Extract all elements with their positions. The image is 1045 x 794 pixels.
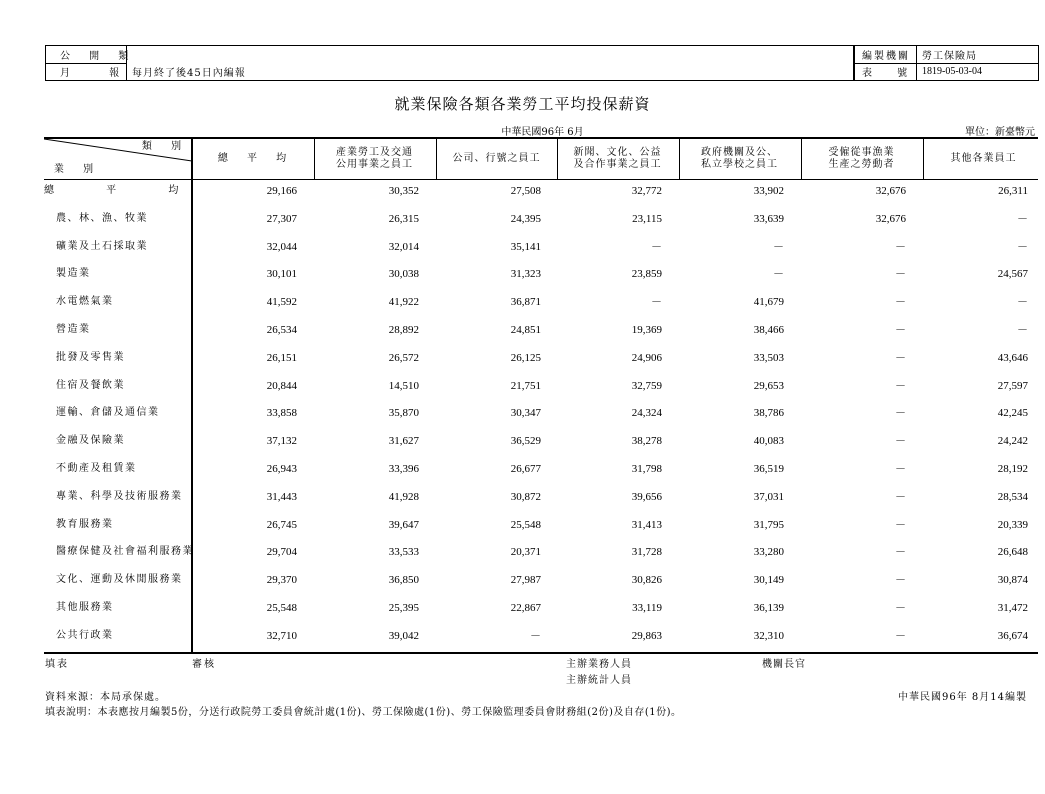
value-cell: 31,472 [997,602,1028,614]
table-row [44,542,1038,562]
row-label: 礦業及土石採取業 [56,240,148,252]
row-label: 營造業 [56,324,91,335]
value-cell: 29,704 [266,546,297,559]
value-cell: 36,674 [997,629,1028,642]
value-cell: 32,772 [631,185,662,197]
value-cell: 25,548 [266,602,297,614]
value-cell: 30,038 [388,268,419,281]
value-cell: － [895,574,906,587]
value-cell: 41,592 [266,296,297,309]
column-header: 總 平 均 [217,153,288,164]
value-cell: 30,874 [997,574,1028,587]
value-cell: － [895,324,906,336]
value-cell: － [1017,240,1028,253]
agency-head-label: 機關長官 [762,659,806,670]
value-cell: － [895,602,906,614]
business-officer-label: 主辦業務人員 [566,659,632,670]
table-row [44,292,1038,312]
value-cell: 32,676 [875,212,906,225]
value-cell: 26,745 [266,518,297,531]
reviewer-label: 審核 [192,659,216,670]
top-left-info-box [45,45,855,81]
table-header [44,139,1038,180]
value-cell: 27,597 [997,379,1028,392]
value-cell: 28,534 [997,490,1028,503]
value-cell: 33,858 [266,407,297,420]
row-label: 水電燃氣業 [56,296,114,308]
row-label: 批發及零售業 [56,351,125,363]
row-label: 住宿及餐飲業 [56,379,125,391]
value-cell: 31,443 [266,490,297,503]
compiling-agency-value: 勞工保險局 [922,51,977,62]
value-cell: 19,369 [631,324,662,336]
value-cell: 26,677 [510,463,541,475]
value-cell: 31,795 [753,518,784,531]
value-cell: 36,139 [753,602,784,614]
row-label: 公共行政業 [56,629,114,641]
value-cell: 30,872 [510,490,541,503]
value-cell: 30,101 [266,268,297,281]
stub-header-top: 類 別 [141,141,183,152]
value-cell: 36,871 [510,296,541,309]
value-cell: － [895,296,906,309]
unit-label: 單位：新臺幣元 [965,127,1035,138]
table-row [44,376,1038,396]
divider [916,46,917,80]
value-cell: 32,310 [753,629,784,642]
table-row [44,237,1038,257]
value-cell: 33,902 [753,185,784,197]
value-cell: 29,653 [753,379,784,392]
row-label: 不動產及租賃業 [56,463,137,474]
table-row [44,181,1038,201]
filling-instructions: 填表說明：本表應按月編製5份，分送行政院勞工委員會統計處(1份)、勞工保險處(1份)、勞工保險監理委員會財務組(2份)及自存(1份)。 [45,707,682,718]
value-cell: 41,928 [388,490,419,503]
value-cell: 39,656 [631,490,662,503]
value-cell: 14,510 [388,379,419,392]
value-cell: 30,352 [388,185,419,197]
value-cell: － [530,629,541,642]
value-cell: 20,339 [997,518,1028,531]
value-cell: － [1017,296,1028,309]
value-cell: 31,323 [510,268,541,281]
column-header: 政府機關及公、 私立學校之員工 [701,147,778,170]
row-label: 運輸、倉儲及通信業 [56,407,160,419]
row-label: 醫療保健及社會福利服務業 [56,546,194,558]
table-row [44,570,1038,590]
value-cell: 28,892 [388,324,419,336]
value-cell: 33,396 [388,463,419,475]
value-cell: 20,371 [510,546,541,559]
table-row [44,515,1038,535]
value-cell: 29,370 [266,574,297,587]
value-cell: 42,245 [997,407,1028,420]
table-row [44,403,1038,423]
value-cell: 32,759 [631,379,662,392]
publicity-class-label: 公 開 類 [60,51,137,62]
value-cell: － [895,407,906,420]
table-row [44,431,1038,451]
value-cell: － [895,490,906,503]
column-header: 受僱從事漁業 生產之勞動者 [828,147,895,170]
value-cell: － [895,351,906,364]
top-right-info-box [853,45,1039,81]
table-row [44,264,1038,284]
value-cell: 27,508 [510,185,541,197]
value-cell: 23,859 [631,268,662,281]
value-cell: － [895,435,906,448]
table-row [44,626,1038,646]
value-cell: － [895,268,906,281]
row-label: 金融及保險業 [56,435,125,447]
value-cell: 26,125 [510,351,541,364]
row-label: 製造業 [56,268,91,280]
compiling-agency-label: 編製機關 [862,51,910,62]
table-number-label: 表 號 [862,68,908,79]
value-cell: 36,519 [753,463,784,475]
value-cell: － [773,268,784,281]
value-cell: － [651,296,662,309]
value-cell: 27,987 [510,574,541,587]
data-source: 資料來源：本局承保處。 [45,692,166,703]
value-cell: － [773,240,784,253]
value-cell: 26,534 [266,324,297,336]
row-label: 專業、科學及技術服務業 [56,490,183,502]
value-cell: 31,413 [631,518,662,531]
value-cell: 21,751 [510,379,541,392]
value-cell: 32,710 [266,629,297,642]
value-cell: 33,119 [632,602,662,614]
compile-date: 中華民國96年 8月14編製 [898,692,1027,703]
value-cell: 24,851 [510,324,541,336]
value-cell: 37,031 [753,490,784,503]
table-row [44,209,1038,229]
value-cell: 33,533 [388,546,419,559]
filler-label: 填表 [45,659,69,670]
column-header: 產業勞工及交通 公用事業之員工 [336,147,413,170]
row-label: 其他服務業 [56,602,114,613]
table-number-value: 1819-05-03-04 [922,66,982,77]
value-cell: － [1017,324,1028,336]
report-title: 就業保險各類各業勞工平均投保薪資 [394,95,651,113]
value-cell: 35,141 [510,240,541,253]
value-cell: 23,115 [632,212,662,225]
value-cell: 33,639 [753,212,784,225]
table-row [44,487,1038,507]
value-cell: 32,014 [388,240,419,253]
row-label: 文化、運動及休閒服務業 [56,574,183,586]
value-cell: － [651,240,662,253]
value-cell: 39,647 [388,518,419,531]
value-cell: － [895,463,906,475]
value-cell: 30,149 [753,574,784,587]
value-cell: 32,676 [875,185,906,197]
column-header: 新聞、文化、公益 及合作事業之員工 [573,147,662,170]
value-cell: 30,826 [631,574,662,587]
column-header: 公司、行號之員工 [452,153,541,164]
row-label: 教育服務業 [56,518,114,530]
value-cell: 32,044 [266,240,297,253]
value-cell: 33,503 [753,351,784,364]
value-cell: 35,870 [388,407,419,420]
value-cell: 24,906 [631,351,662,364]
value-cell: 31,728 [631,546,662,559]
value-cell: 28,192 [997,463,1028,475]
value-cell: 24,324 [631,407,662,420]
value-cell: 24,567 [997,268,1028,281]
value-cell: 43,646 [997,351,1028,364]
value-cell: 41,922 [388,296,419,309]
value-cell: 24,395 [510,212,541,225]
value-cell: 26,648 [997,546,1028,559]
value-cell: 37,132 [266,435,297,448]
statistics-officer-label: 主辦統計人員 [566,675,632,686]
value-cell: 26,311 [998,185,1028,197]
value-cell: － [895,379,906,392]
value-cell: 22,867 [510,602,541,614]
value-cell: 38,278 [631,435,662,448]
table-row [44,598,1038,618]
column-header: 其他各業員工 [950,153,1017,164]
value-cell: 38,786 [753,407,784,420]
value-cell: 26,572 [388,351,419,364]
value-cell: － [1017,212,1028,225]
value-cell: 30,347 [510,407,541,420]
table-row [44,320,1038,340]
data-table [44,137,1038,654]
table-row [44,459,1038,479]
value-cell: 20,844 [266,379,297,392]
value-cell: 36,529 [510,435,541,448]
value-cell: 41,679 [753,296,784,309]
value-cell: 36,850 [388,574,419,587]
value-cell: 31,798 [631,463,662,475]
value-cell: 25,548 [510,518,541,531]
value-cell: 29,863 [631,629,662,642]
value-cell: 26,943 [266,463,297,475]
value-cell: 38,466 [753,324,784,336]
value-cell: 27,307 [266,212,297,225]
value-cell: 26,151 [266,351,297,364]
value-cell: 31,627 [388,435,419,448]
value-cell: 40,083 [753,435,784,448]
value-cell: 39,042 [388,629,419,642]
value-cell: 33,280 [753,546,784,559]
value-cell: － [895,240,906,253]
value-cell: 26,315 [388,212,419,225]
value-cell: 24,242 [997,435,1028,448]
row-label: 總 平 均 [44,185,180,196]
table-row [44,348,1038,368]
value-cell: 25,395 [388,602,419,614]
value-cell: 29,166 [266,185,297,197]
row-label: 農、林、漁、牧業 [56,212,148,224]
stub-header-bottom: 業 別 [53,164,95,175]
value-cell: － [895,546,906,559]
value-cell: － [895,629,906,642]
report-period: 中華民國96年 6月 [501,127,584,138]
value-cell: － [895,518,906,531]
report-schedule-note: 每月終了後45日內編報 [132,68,246,79]
report-frequency-label: 月 報 [60,68,128,79]
